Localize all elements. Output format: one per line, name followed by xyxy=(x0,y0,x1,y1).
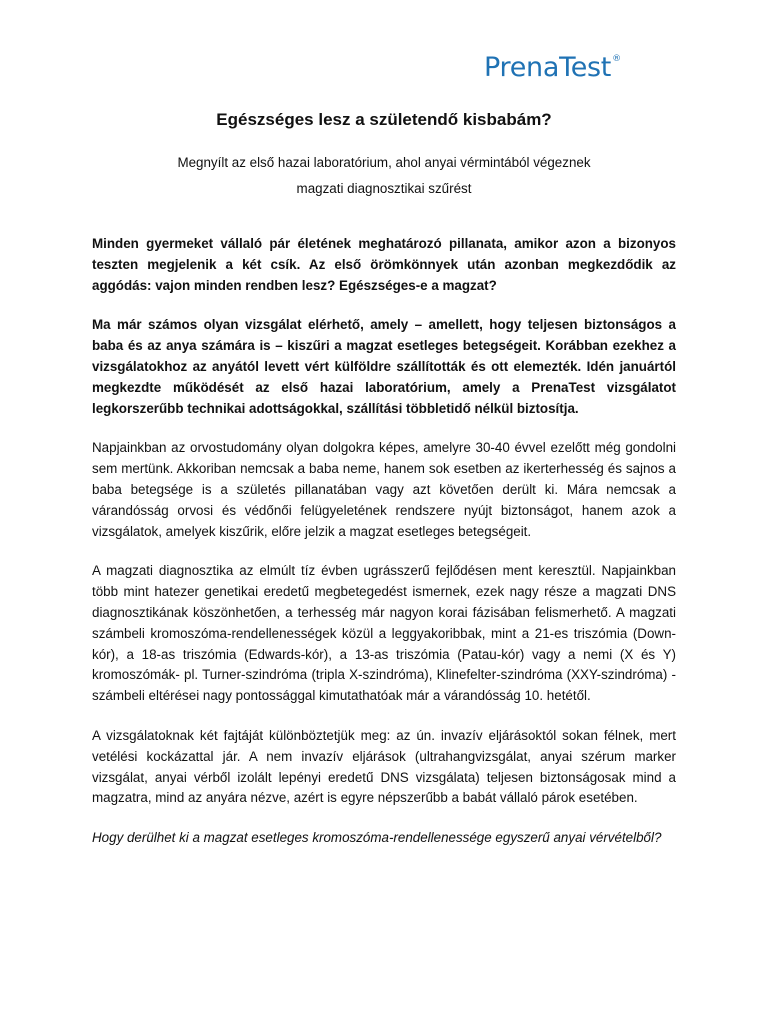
article-body xyxy=(92,234,676,868)
subtitle-line: Megnyílt az első hazai laboratórium, ahol anyai vérmintából végeznek xyxy=(177,155,591,170)
document-subtitle xyxy=(0,150,768,202)
body-paragraph: A magzati diagnosztika az elmúlt tíz évben ugrásszerű fejlődésen ment keresztül. Napjainkban több mint hatezer genetikai eredetű megbetegedést ismernek, ezek nagy része a magzati DNS diagnosztikának köszönhetően, a terhesség már nagyon korai fázisában felismerhető. A magzati számbeli kromoszóma-rendellenességek közül a leggyakoribbak, mint a 21-es triszómia (Down-kór), a 18-as triszómia (Edwards-kór), a 13-as triszómia (Patau-kór) vagy a nemi (X és Y) kromoszómák- pl. Turner-szindróma (tripla X-szindróma), Klinefelter-szindróma (XXY-szindróma) - számbeli eltérései nagy pontossággal kimutathatóak már a várandósság 10. hetétől. xyxy=(92,563,676,704)
document-title: Egészséges lesz a születendő kisbabám? xyxy=(216,110,552,129)
subtitle-line: magzati diagnosztikai szűrést xyxy=(296,181,472,196)
body-paragraph: Napjainkban az orvostudomány olyan dolgokra képes, amelyre 30-40 évvel ezelőtt még gondolni sem mertünk. Akkoriban nemcsak a baba neme, hanem sok esetben az ikerterhesség és sajnos a baba betegsége is a születés pillanatában vagy azt követően derült ki. Mára nemcsak a várandósság orvosi és védőnői felügyeletének rendszere nyújt biztonságot, hanem azok a vizsgálatok, amelyek kiszűrik, előre jelzik a magzat esetleges betegségeit. xyxy=(92,440,676,539)
logo-text: PrenaTest xyxy=(484,52,612,83)
body-paragraph: A vizsgálatoknak két fajtáját különböztetjük meg: az ún. invazív eljárásoktól sokan félnek, mert vetélési kockázattal jár. A nem invazív eljárások (ultrahangvizsgálat, anyai szérum marker vizsgálat, anyai vérből izolált lepényi eredetű DNS vizsgálata) teljesen biztonságosak mind a magzatra, mind az anyára nézve, azért is egyre népszerűbb a babát vállaló párok esetében. xyxy=(92,727,676,806)
intro-paragraph: Minden gyermeket vállaló pár életének meghatározó pillanata, amikor azon a bizonyos teszten megjelenik a két csík. Az első örömkönnyek után azonban megkezdődik az aggódás: vajon minden rendben lesz? Egészséges-e a magzat? xyxy=(92,236,676,293)
lead-paragraph: Ma már számos olyan vizsgálat elérhető, amely – amellett, hogy teljesen biztonságos a baba és az anya számára is – kiszűri a magzat esetleges betegségeit. Korábban ezekhez a vizsgálatokhoz az anyától levett vért külföldre szállították és ott elemezték. Idén januártól megkezdte működését az első hazai laboratórium, amely a PrenaTest vizsgálatot legkorszerűbb technikai adottságokkal, szállítási többletidő nélkül biztosítja. xyxy=(92,317,676,416)
registered-mark: ® xyxy=(612,54,621,64)
prenatest-logo xyxy=(484,52,621,83)
question-heading: Hogy derülhet ki a magzat esetleges kromoszóma-rendellenessége egyszerű anyai vérvételből? xyxy=(92,830,662,846)
